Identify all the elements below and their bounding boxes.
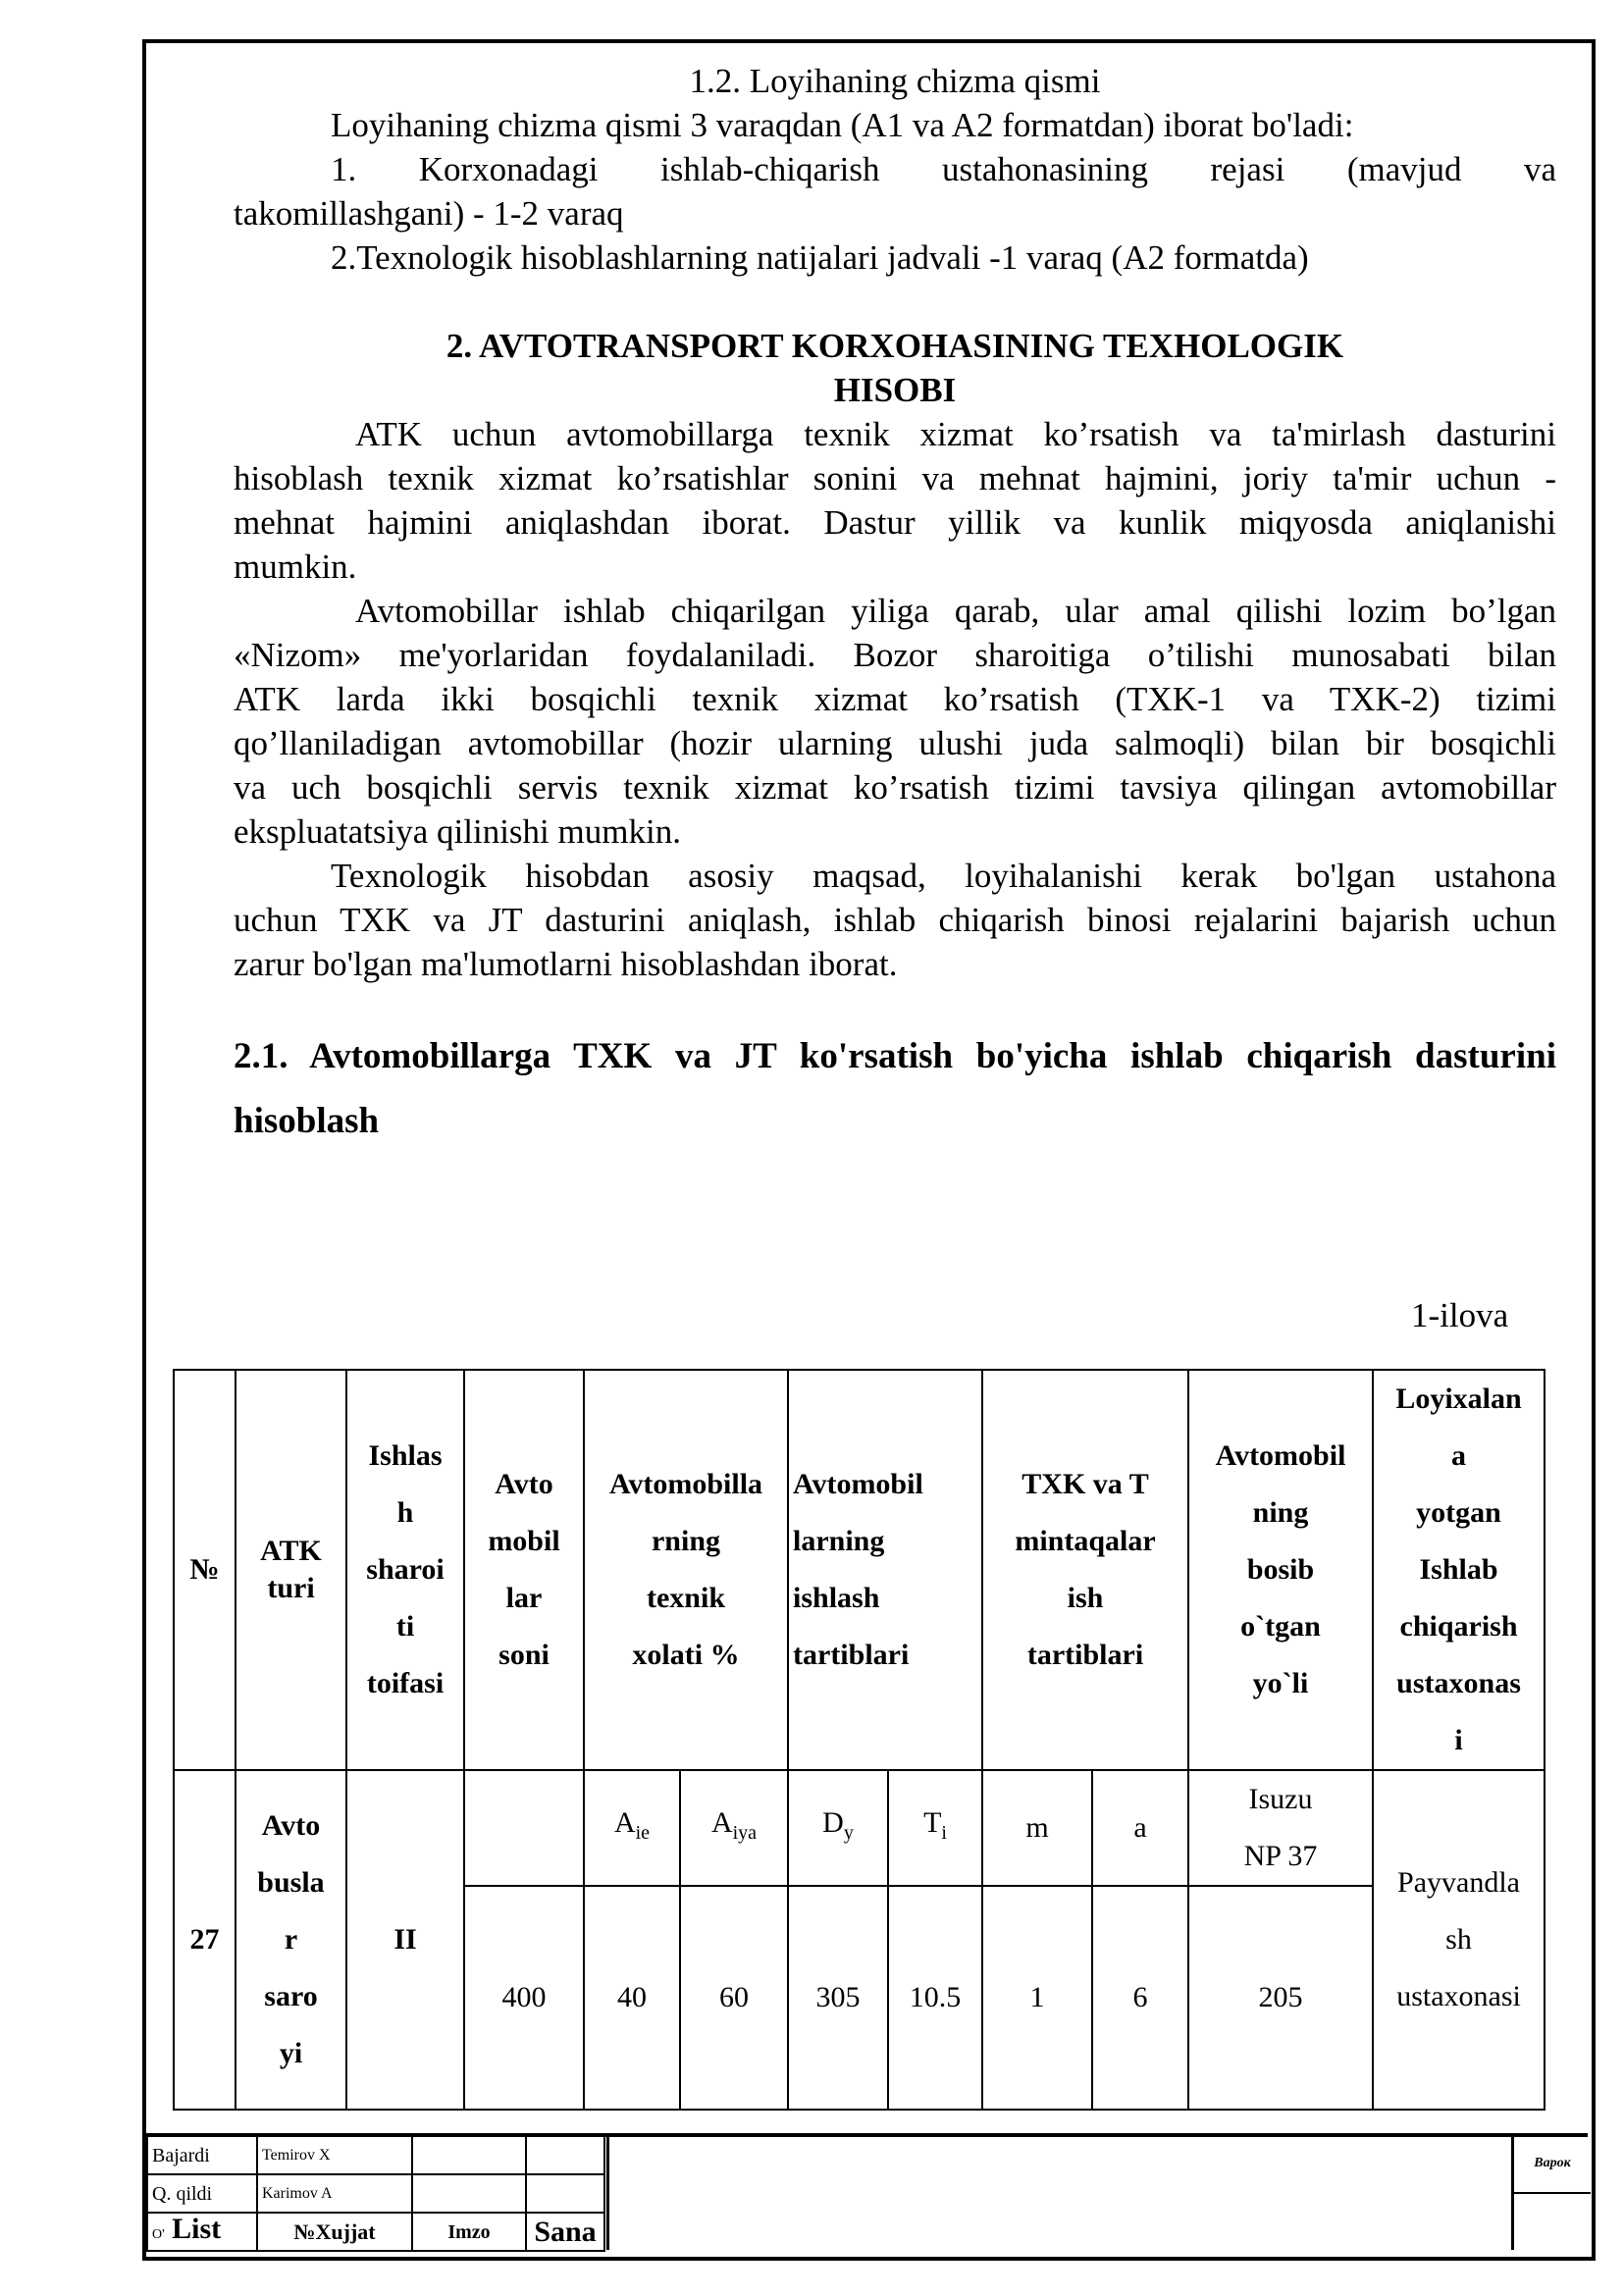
sub-ti: $T_i$ — [888, 1770, 982, 1886]
stamp-imzo-label: Imzo — [412, 2213, 526, 2251]
row-no: 27 — [174, 1770, 236, 2110]
row-toifa: II — [346, 1770, 464, 2110]
row-aiya: 60 — [680, 1886, 788, 2110]
stamp-empty-4 — [526, 2174, 604, 2213]
paragraph-2-line-1: Avtomobillar ishlab chiqarilgan yiliga qarab, ular amal qilishi lozim bo’lgan — [355, 592, 1556, 630]
stamp-sheet-box — [1511, 2135, 1591, 2250]
paragraph-1-line-4: mumkin. — [234, 548, 357, 586]
paragraph-3-line-1: Texnologik hisobdan asosiy maqsad, loyihalanishi kerak bo'lgan ustahona — [331, 857, 1556, 895]
row-m: 1 — [982, 1886, 1092, 2110]
paragraph-2-line-6: ekspluatatsiya qilinishi mumkin. — [234, 812, 681, 851]
stamp-list-label: O' List — [147, 2213, 257, 2251]
header-atk-turi: ATK turi — [236, 1370, 346, 1770]
section-2-title-line1: 2. AVTOTRANSPORT KORXOHASINING TEXHOLOGIK — [445, 327, 1344, 365]
row-ti: 10.5 — [888, 1886, 982, 2110]
paragraph-1-line-3: mehnat hajmini aniqlashdan iborat. Dastur yillik va kunlik miqyosda aniqlanishi — [234, 503, 1556, 542]
header-no: № — [174, 1370, 236, 1770]
header-ustaxona: Loyixalan a yotgan Ishlab chiqarish ustaxonas i — [1373, 1370, 1545, 1770]
stamp-qildi-name: Karimov A — [257, 2174, 412, 2213]
stamp-title-area — [606, 2135, 1514, 2250]
header-avto-soni: Avto mobil lar soni — [464, 1370, 584, 1770]
sub-empty — [464, 1770, 584, 1886]
appendix-label: 1-ilova — [1411, 1296, 1509, 1334]
paragraph-2-line-3: ATK larda ikki bosqichli texnik xizmat ko’rsatish (TXK-1 va TXK-2) tizimi — [234, 680, 1556, 718]
section-1-2-item1-line2: takomillashgani) - 1-2 varaq — [234, 194, 624, 233]
row-a: 6 — [1092, 1886, 1188, 2110]
section-1-2-intro: Loyihaning chizma qismi 3 varaqdan (A1 va A2 formatdan) iborat bo'ladi: — [331, 106, 1354, 144]
program-table — [173, 1369, 1545, 2111]
row-avto-soni: 400 — [464, 1886, 584, 2110]
row-aie: 40 — [584, 1886, 680, 2110]
sub-car-model: Isuzu NP 37 — [1188, 1770, 1373, 1886]
paragraph-3-line-2: uchun TXK va JT dasturini aniqlash, ishlab chiqarish binosi rejalarini bajarish uchun — [234, 901, 1556, 939]
sub-m: m — [982, 1770, 1092, 1886]
stamp-empty-1 — [412, 2136, 526, 2174]
paragraph-1-line-1: ATK uchun avtomobillarga texnik xizmat ko’rsatish va ta'mirlash dasturini — [355, 415, 1556, 453]
title-block — [146, 2135, 605, 2252]
stamp-empty-3 — [412, 2174, 526, 2213]
section-2-title-line2: HISOBI — [833, 371, 957, 409]
paragraph-2-line-2: «Nizom» me'yorlaridan foydalaniladi. Bozor sharoitiga o’tilishi munosabati bilan — [234, 636, 1556, 674]
header-ishlash-tartiblari: Avtomobil larning ishlash tartiblari — [788, 1370, 982, 1770]
stamp-xujjat-label: №Xujjat — [257, 2213, 412, 2251]
stamp-sana-label: Sana — [526, 2213, 604, 2251]
row-ustaxona: Payvandla sh ustaxonasi — [1373, 1770, 1545, 2110]
stamp-bajardi-name: Temirov X — [257, 2136, 412, 2174]
paragraph-1-line-2: hisoblash texnik xizmat ko’rsatishlar sonini va mehnat hajmini, joriy ta'mir uchun - — [234, 459, 1556, 497]
row-dy: 305 — [788, 1886, 888, 2110]
section-1-2-item2: 2.Texnologik hisoblashlarning natijalari jadvali -1 varaq (A2 formatda) — [331, 238, 1309, 277]
stamp-qildi-label: Q. qildi — [147, 2174, 257, 2213]
header-ishlash-sharoiti: Ishlas h sharoi ti toifasi — [346, 1370, 464, 1770]
sub-dy: $D_y$ — [788, 1770, 888, 1886]
paragraph-2-line-5: va uch bosqichli servis texnik xizmat ko’rsatish tizimi tavsiya qilingan avtomobillar — [234, 768, 1556, 807]
stamp-varaq-label: Варок — [1514, 2135, 1591, 2194]
header-texnik-xolati: Avtomobilla rning texnik xolati % — [584, 1370, 788, 1770]
paragraph-3-line-3: zarur bo'lgan ma'lumotlarni hisoblashdan iborat. — [234, 945, 898, 983]
sub-aie: $A_{ie}$ — [584, 1770, 680, 1886]
stamp-empty-2 — [526, 2136, 604, 2174]
section-2-1-title-line2: hisoblash — [234, 1101, 380, 1141]
section-1-2-title: 1.2. Loyihaning chizma qismi — [689, 62, 1101, 100]
header-mintaqalar: TXK va T mintaqalar ish tartiblari — [982, 1370, 1188, 1770]
section-2-1-title-line1: 2.1. Avtomobillarga TXK va JT ko'rsatish bo'yicha ishlab chiqarish dasturini — [234, 1036, 1556, 1076]
stamp-bajardi-label: Bajardi — [147, 2136, 257, 2174]
sub-aiya: $A_{iya}$ — [680, 1770, 788, 1886]
header-bosib-otgan: Avtomobil ning bosib o`tgan yo`li — [1188, 1370, 1373, 1770]
row-atk-turi: Avto busla r saro yi — [236, 1770, 346, 2110]
paragraph-2-line-4: qo’llaniladigan avtomobillar (hozir ularning ulushi juda salmoqli) bilan bir bosqichli — [234, 724, 1556, 762]
sub-a: a — [1092, 1770, 1188, 1886]
row-bosib-otgan: 205 — [1188, 1886, 1373, 2110]
section-1-2-item1-line1: 1. Korxonadagi ishlab-chiqarish ustahonasining rejasi (mavjud va — [331, 150, 1556, 188]
stamp-o-label: O' — [152, 2226, 165, 2242]
